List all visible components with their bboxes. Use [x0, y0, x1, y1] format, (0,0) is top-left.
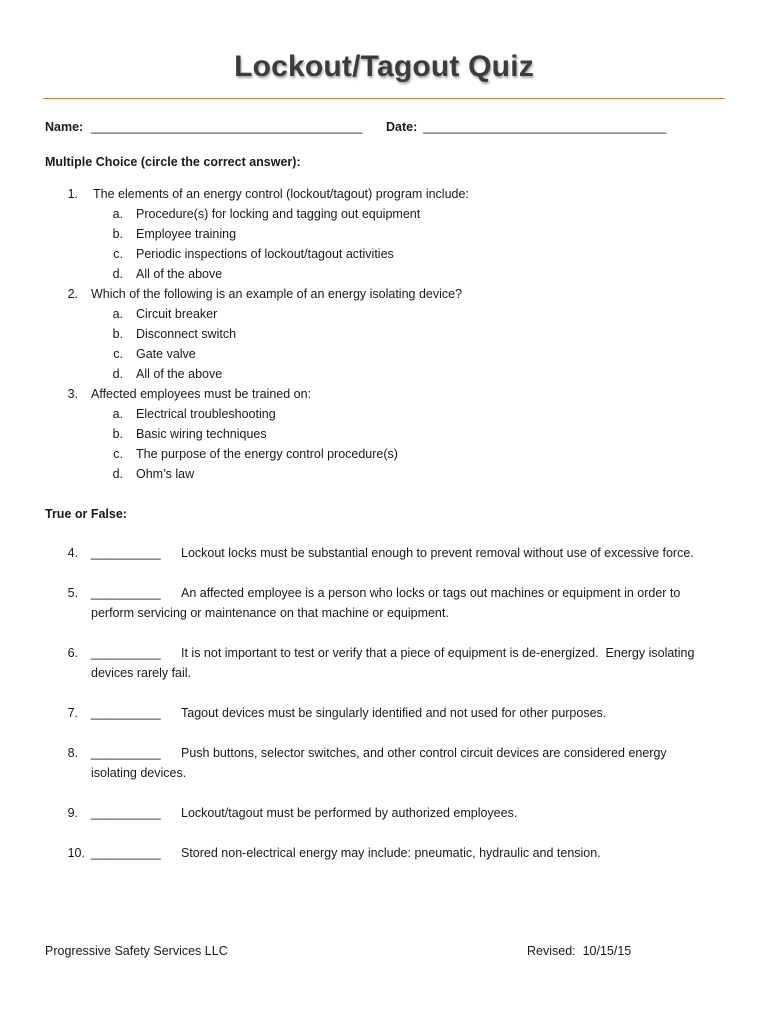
option-letter: a.: [112, 207, 123, 221]
option-text[interactable]: Basic wiring techniques: [136, 427, 267, 441]
option-text[interactable]: Procedure(s) for locking and tagging out equipment: [136, 207, 421, 221]
option-letter: a.: [112, 407, 123, 421]
tf-answer-blank[interactable]: __________: [91, 586, 161, 600]
tf-item-number: 7.: [67, 706, 78, 720]
question-text: Which of the following is an example of an energy isolating device?: [91, 287, 463, 301]
option-text[interactable]: Circuit breaker: [136, 307, 218, 321]
option-letter: d.: [112, 367, 123, 381]
tf-answer-blank[interactable]: __________: [91, 646, 161, 660]
tf-item-number: 9.: [67, 806, 78, 820]
tf-item-number: 6.: [67, 646, 78, 660]
tf-statement: Lockout locks must be substantial enough to prevent removal without use of excessive force.: [181, 546, 694, 560]
tf-answer-blank[interactable]: __________: [91, 806, 161, 820]
tf-statement-continued: perform servicing or maintenance on that machine or equipment.: [91, 606, 449, 620]
option-text[interactable]: All of the above: [136, 267, 223, 281]
tf-heading: True or False:: [45, 507, 127, 521]
mc-heading: Multiple Choice (circle the correct answer):: [45, 155, 301, 169]
question-number: 2.: [67, 287, 78, 301]
tf-statement: It is not important to test or verify that a piece of equipment is de-energized. Energy isolating: [181, 646, 695, 660]
tf-item-number: 8.: [67, 746, 78, 760]
tf-item-number: 10.: [67, 846, 85, 860]
option-letter: b.: [112, 327, 123, 341]
option-letter: c.: [113, 247, 123, 261]
option-text[interactable]: Electrical troubleshooting: [136, 407, 276, 421]
date-field[interactable]: ___________________________________: [423, 120, 667, 134]
tf-statement: Tagout devices must be singularly identified and not used for other purposes.: [181, 706, 607, 720]
name-field[interactable]: _______________________________________: [91, 120, 363, 134]
tf-answer-blank[interactable]: __________: [91, 846, 161, 860]
tf-answer-blank[interactable]: __________: [91, 706, 161, 720]
option-text[interactable]: Employee training: [136, 227, 237, 241]
tf-statement-continued: isolating devices.: [91, 766, 187, 780]
page-title: Lockout/Tagout Quiz: [234, 50, 534, 83]
tf-item-number: 4.: [67, 546, 78, 560]
tf-statement: An affected employee is a person who locks or tags out machines or equipment in order to: [181, 586, 681, 600]
name-label: Name:: [45, 120, 84, 134]
option-letter: b.: [112, 427, 123, 441]
tf-statement: Push buttons, selector switches, and other control circuit devices are considered energy: [181, 746, 667, 760]
question-text: The elements of an energy control (lockout/tagout) program include:: [93, 187, 469, 201]
question-number: 1.: [67, 187, 78, 201]
option-letter: c.: [113, 347, 123, 361]
option-letter: d.: [112, 467, 123, 481]
option-letter: a.: [112, 307, 123, 321]
footer-company: Progressive Safety Services LLC: [45, 944, 228, 958]
option-letter: c.: [113, 447, 123, 461]
tf-answer-blank[interactable]: __________: [91, 746, 161, 760]
tf-statement: Stored non-electrical energy may include: pneumatic, hydraulic and tension.: [181, 846, 601, 860]
tf-answer-blank[interactable]: __________: [91, 546, 161, 560]
footer-revised: Revised: 10/15/15: [527, 944, 632, 958]
tf-statement: Lockout/tagout must be performed by authorized employees.: [181, 806, 518, 820]
option-text[interactable]: Disconnect switch: [136, 327, 237, 341]
option-text[interactable]: Ohm’s law: [136, 467, 195, 481]
option-letter: b.: [112, 227, 123, 241]
option-letter: d.: [112, 267, 123, 281]
option-text[interactable]: Gate valve: [136, 347, 196, 361]
title-divider: [43, 98, 725, 99]
question-number: 3.: [67, 387, 78, 401]
option-text[interactable]: All of the above: [136, 367, 223, 381]
question-text: Affected employees must be trained on:: [91, 387, 312, 401]
tf-item-number: 5.: [67, 586, 78, 600]
option-text[interactable]: Periodic inspections of lockout/tagout activities: [136, 247, 394, 261]
option-text[interactable]: The purpose of the energy control procedure(s): [136, 447, 398, 461]
date-label: Date:: [386, 120, 418, 134]
tf-statement-continued: devices rarely fail.: [91, 666, 192, 680]
